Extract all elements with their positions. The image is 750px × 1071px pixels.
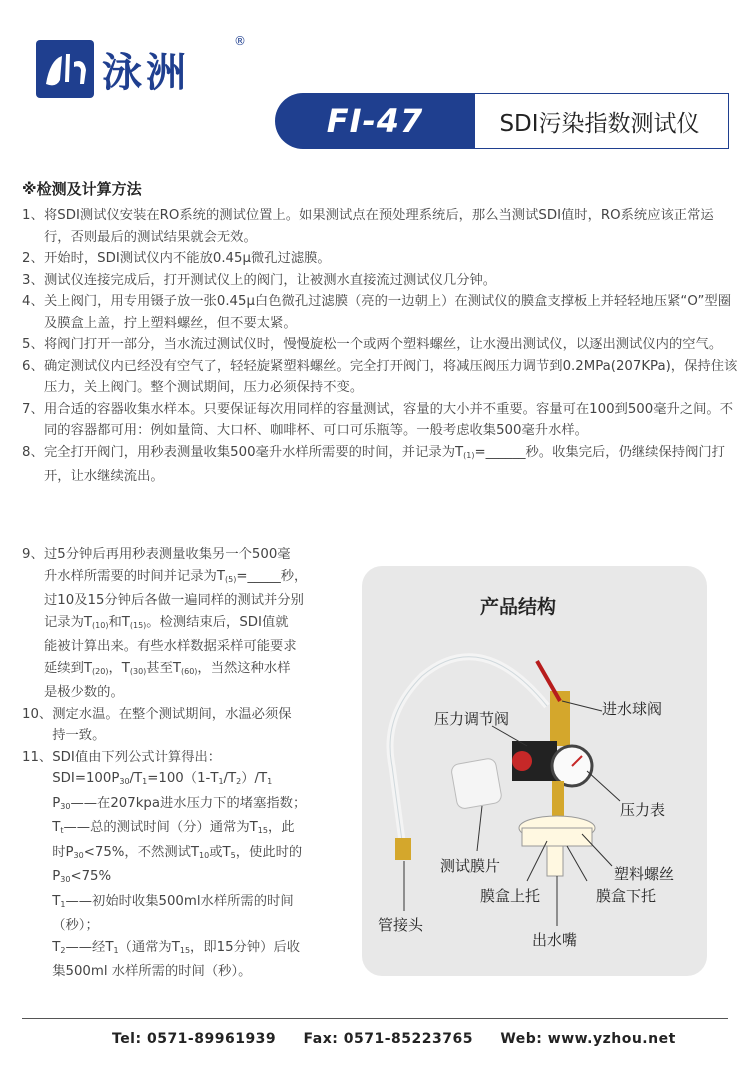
step-4: 4、 关上阀门，用专用镊子放一张0.45μ白色微孔过滤膜（亮的一边朝上）在测试仪的膜盒支撑板上并轻轻地压紧“O”型圈及膜盒上盖，拧上塑料螺丝，但不要太紧。 [22,294,732,331]
step-1: 1、 将SDI测试仪安装在RO系统的测试位置上。如果测试点在预处理系统后，那么当测试SDI值时，RO系统应该正常运行，否则最后的测试结果就会无效。 [22,208,714,245]
label-pressure-regulator: 压力调节阀 [434,710,510,728]
step-7: 7、 用合适的容器收集水样本。只要保证每次用同样的容量测试，容量的大小并不重要。容量可在100到500毫升之间。不同的容器都可用：例如量筒、大口杯、咖啡杯、可口可乐瓶等。一般考虑收集500毫升水样。 [22,401,734,438]
label-upper-tray: 膜盒上托 [480,887,541,905]
label-membrane: 测试膜片 [440,857,501,875]
footer-divider [22,1018,728,1019]
step-10: 10、 测定水温。在整个测试期间，水温必须保 持一致。 [22,706,292,743]
step-11: 11、 SDI值由下列公式计算得出： $SDI=100P_{30}/T_1=100(1-T_1/T_2)/T_1$ $P_{30}——$在207kpa进水压力下的堵塞指数； $T_t——$总的测试时间（分）通常为$T_{15}$，此 时$P_{30}<75\%$，不然测试$T_{10}$或$T_5$，使此时的 $P_{30}<75\%$ $T_1——$初始时收集500ml水样所需的时间 （秒）； $T_2——$经$T_1$（通常为$T_{15}$，即15分钟）后收 集500ml 水样所需的时间（秒）。 [22,747,352,983]
section-title: ※检测及计算方法 [22,180,142,198]
registered-mark: ® [234,34,246,48]
product-name: SDI污染指数测试仪 [471,93,729,149]
label-lower-tray: 膜盒下托 [596,887,657,905]
brand-name: 泳洲 [102,48,190,96]
step-8: 8、 完全打开阀门，用秒表测量收集500毫升水样所需要的时间，并记录为$T_{(1)}=\_\_\_\_\_\_$秒。收集完后，仍继续保持阀门打开，让水继续流出。 [22,444,725,484]
step-5: 5、 将阀门打开一部分，当水流过测试仪时，慢慢旋松一个或两个塑料螺丝，让水漫出测试仪，以逐出测试仪内的空气。 [22,337,723,352]
sdi-formula: $SDI=100P_{30}/T_1=100(1-T_1/T_2)/T_1$ [52,771,273,786]
footer-contact [112,1031,698,1047]
connector-part [395,838,411,860]
panel-title: 产品结构 [480,596,557,618]
steps-list-narrow [22,544,352,983]
step-2: 2、 开始时，SDI测试仪内不能放0.45μ微孔过滤膜。 [22,251,331,266]
footer-fax: Fax: 0571-85223765 [303,1031,473,1047]
label-screw: 塑料螺丝 [614,865,675,883]
footer-web[interactable]: Web: www.yzhou.net [500,1031,676,1047]
model-banner [275,93,730,149]
step-9: 9、 过5分钟后再用秒表测量收集另一个500毫 升水样所需要的时间并记录为$T_{(5)}=\_\_\_\_\_$秒， 过10及15分钟后各做一遍同样的测试并分别 记录为$T_{(10)}$和$T_{(15)}$。检测结束后，SDI值就 能被计算出来。有些水样数据采样可能要求 延续到$T_{(20)}$，$T_{(30)}$甚至$T_{(60)}$，当然这种水样 是极少数的。 [22,547,308,700]
brand-logo [36,34,246,98]
label-outlet: 出水嘴 [532,931,578,949]
footer-tel: Tel: 0571-89961939 [112,1031,277,1047]
label-inlet-valve: 进水球阀 [602,700,663,718]
step-3: 3、 测试仪连接完成后，打开测试仪上的阀门，让被测水直接流过测试仪几分钟。 [22,272,497,288]
product-structure-panel [362,566,707,976]
label-gauge: 压力表 [620,801,666,819]
model-number: FI-47 [275,93,475,149]
logo-mark-icon [36,40,94,98]
step-6: 6、 确定测试仪内已经没有空气了，轻轻旋紧塑料螺丝。完全打开阀门，将减压阀压力调节到0.2MPa(207KPa)，保持住该压力，关上阀门。整个测试期间，压力必须保持不变。 [22,358,738,395]
label-connector: 管接头 [378,916,424,934]
membrane-part [450,758,502,810]
steps-list [22,205,738,488]
